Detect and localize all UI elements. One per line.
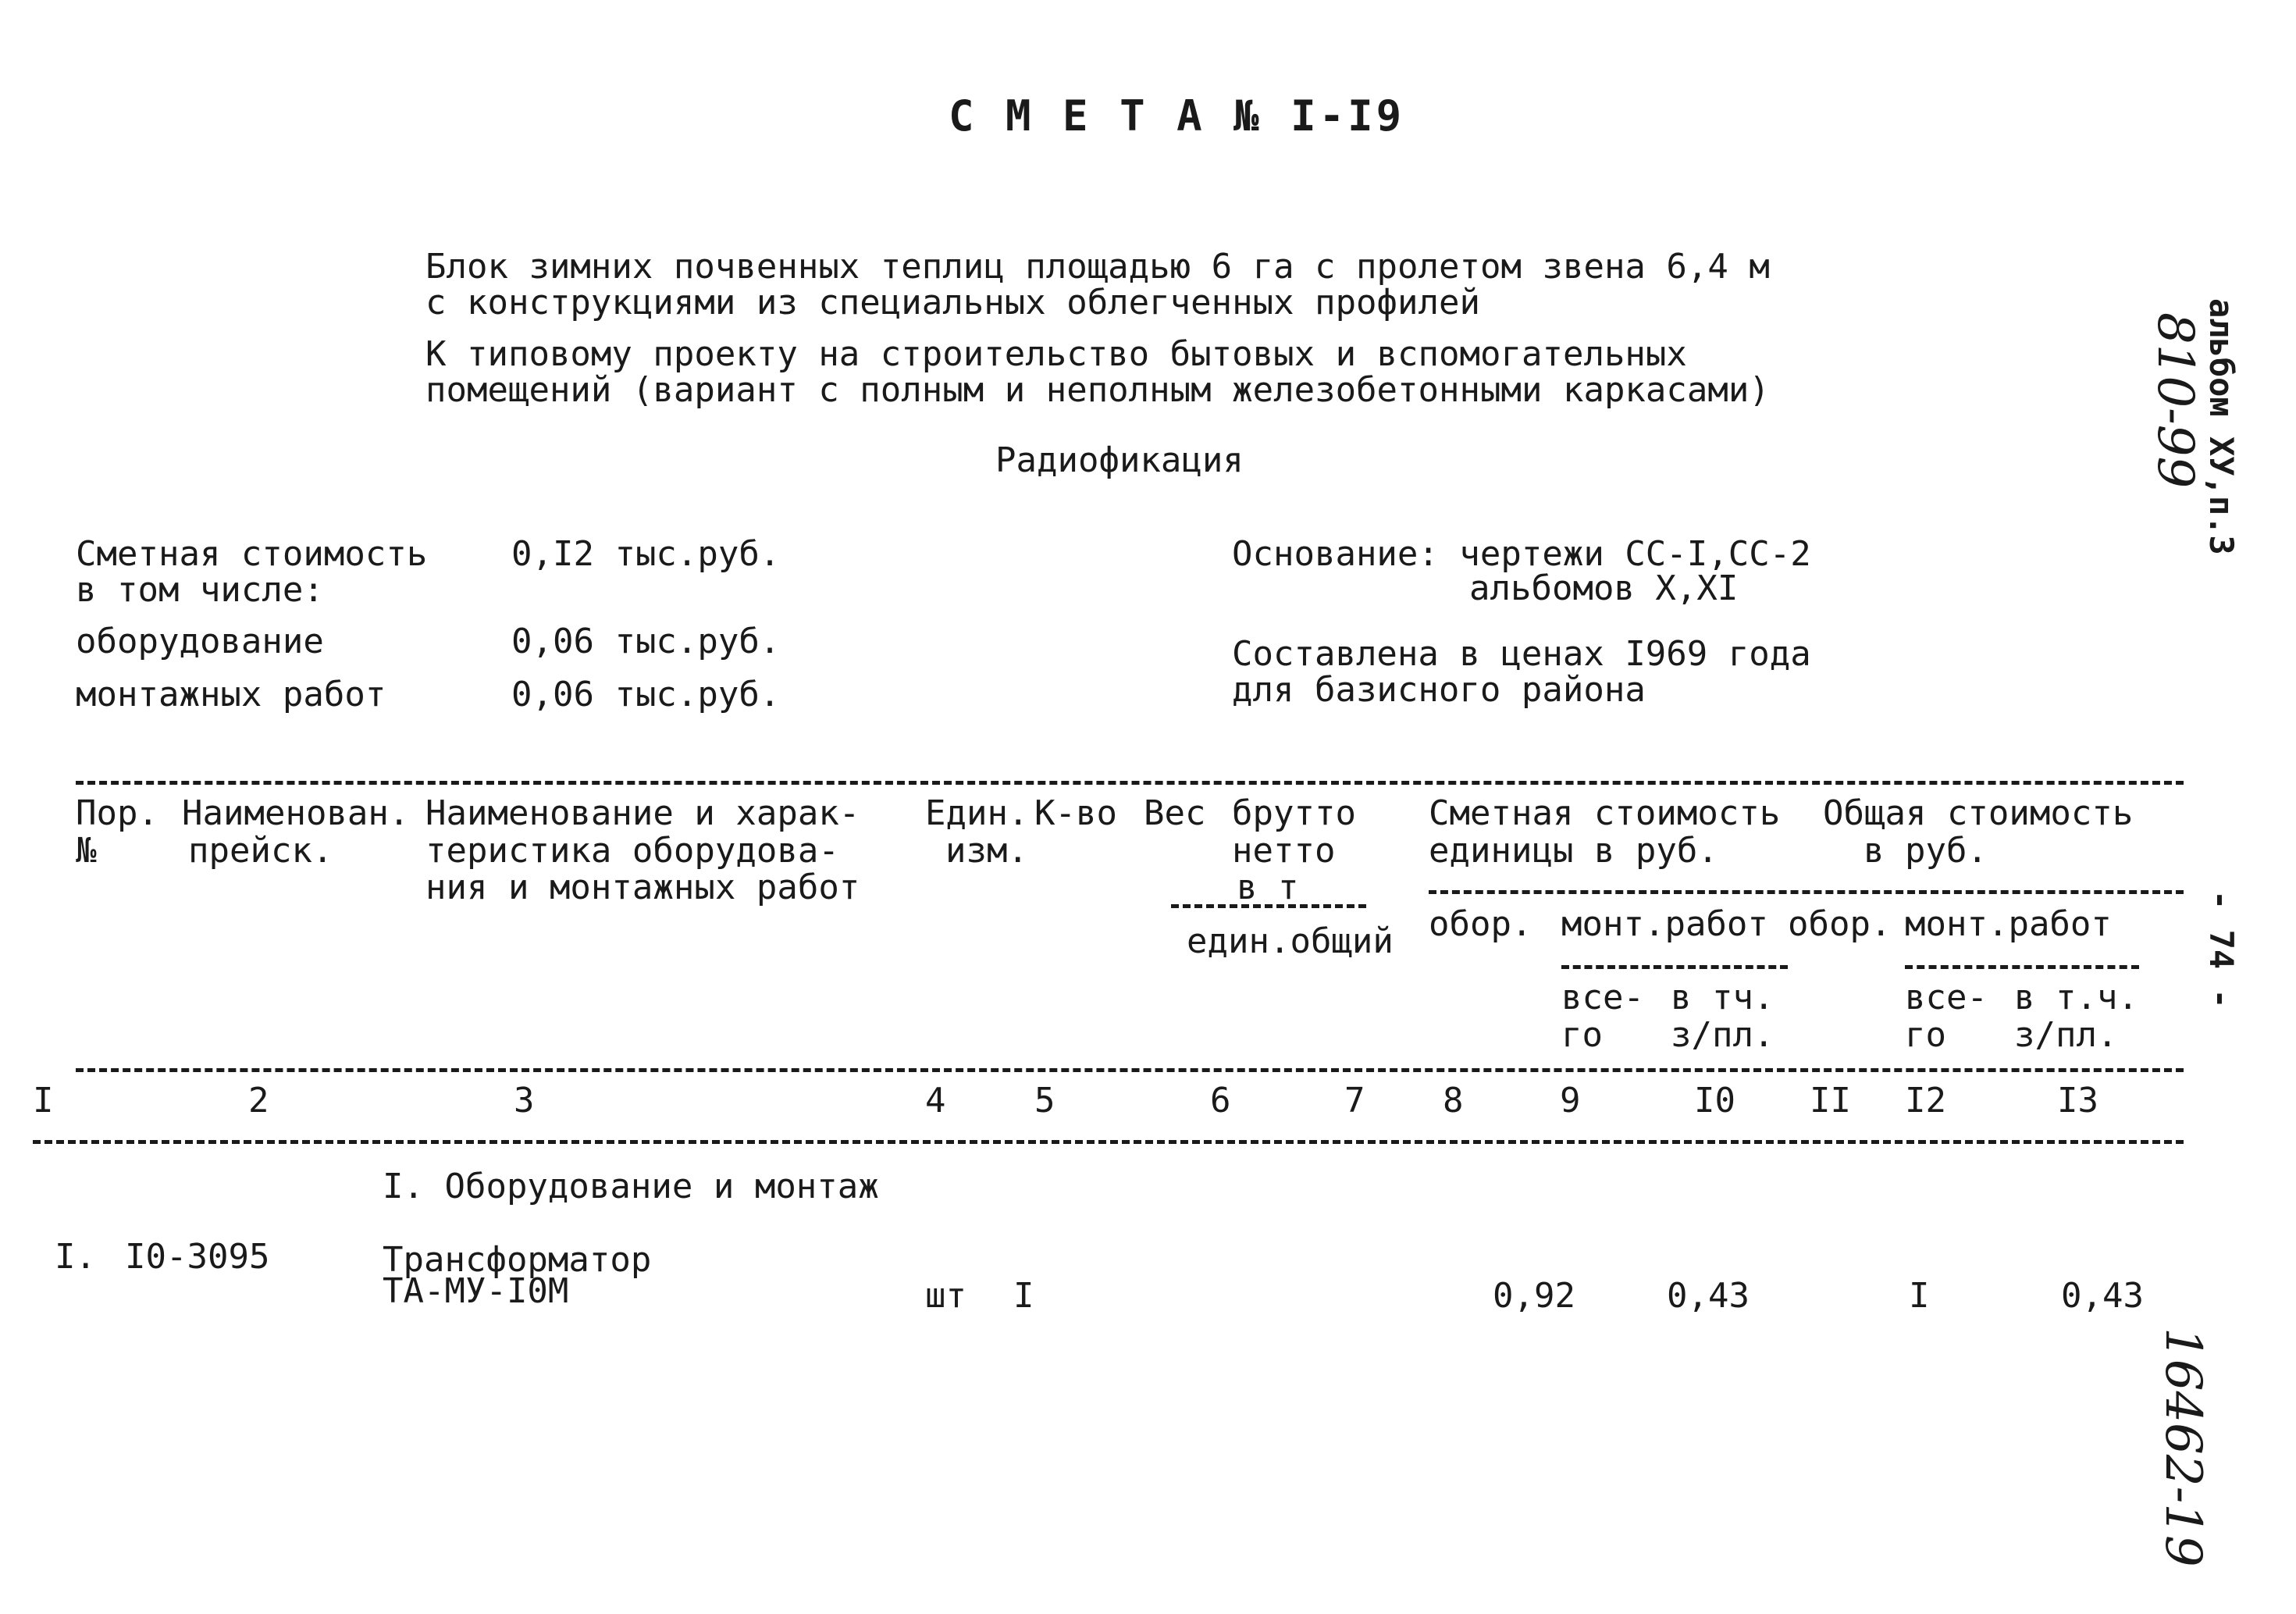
row-unit: шт bbox=[925, 1276, 966, 1316]
install-cost: 0,06 тыс.руб. bbox=[511, 675, 781, 714]
row-unit-equipment-cost: 0,92 bbox=[1493, 1276, 1575, 1316]
header-col6: Вес bbox=[1144, 793, 1206, 833]
basis-label: Основание: чертежи СС-I,СС-2 bbox=[1232, 534, 1811, 574]
col-number-7: 7 bbox=[1344, 1081, 1365, 1121]
header-obor-2: обор. bbox=[1788, 904, 1892, 944]
header-weight: брутто нетто в т bbox=[1232, 793, 1356, 908]
mont-subrule-2 bbox=[1905, 965, 2139, 969]
header-vtch-1: в тч. з/пл. bbox=[1671, 978, 1775, 1055]
col-number-11: II bbox=[1810, 1081, 1851, 1121]
cost-subheader-rule bbox=[1429, 890, 2184, 894]
col-number-5: 5 bbox=[1034, 1081, 1055, 1121]
row-unit-install-cost: 0,43 bbox=[1667, 1276, 1750, 1316]
subtitle-line-2: с конструкциями из специальных облегченных профилей bbox=[425, 283, 1481, 322]
album-reference: альбом XУ,п.3 bbox=[2202, 298, 2241, 555]
header-smet: Сметная стоимость единицы в руб. bbox=[1429, 793, 1781, 871]
group-heading: I. Оборудование и монтаж bbox=[383, 1167, 879, 1206]
col-number-2: 2 bbox=[248, 1081, 269, 1121]
row-name-line-1: Трансформатор bbox=[383, 1240, 652, 1280]
page-number: - 74 - bbox=[2202, 890, 2241, 1009]
col-number-10: I0 bbox=[1694, 1081, 1735, 1121]
equipment-label: оборудование bbox=[76, 622, 324, 661]
header-mont-2: монт.работ bbox=[1905, 904, 2112, 944]
subtitle-line-3: К типовому проекту на строительство бытовых и вспомогательных bbox=[425, 334, 1687, 374]
col-number-6: 6 bbox=[1210, 1081, 1231, 1121]
header-col5: К-во bbox=[1034, 793, 1117, 833]
row-total-equipment-cost: I bbox=[1909, 1276, 1930, 1316]
document-title: С М Е Т А № I-I9 bbox=[949, 91, 1405, 141]
col-number-3: 3 bbox=[514, 1081, 535, 1121]
header-mont-1: монт.работ bbox=[1561, 904, 1768, 944]
row-total-install-cost: 0,43 bbox=[2061, 1276, 2144, 1316]
header-col3: Наименование и харак- теристика оборудова- ния и монтажных работ bbox=[425, 793, 860, 908]
col-number-12: I2 bbox=[1905, 1081, 1946, 1121]
header-vtch-2: в т.ч. з/пл. bbox=[2014, 978, 2138, 1055]
header-vse-2: все- го bbox=[1905, 978, 1988, 1055]
col-number-4: 4 bbox=[925, 1081, 946, 1121]
col-number-8: 8 bbox=[1443, 1081, 1464, 1121]
prices-line-2: для базисного района bbox=[1232, 670, 1646, 710]
mont-subrule-1 bbox=[1561, 965, 1788, 969]
subtitle-line-4: помещений (вариант с полным и неполным железобетонными каркасами) bbox=[425, 370, 1770, 410]
header-col2: Наименован. прейск. bbox=[182, 793, 410, 871]
cost-label: Сметная стоимость bbox=[76, 534, 428, 574]
header-vse-1: все- го bbox=[1561, 978, 1644, 1055]
handwritten-number: 16462-19 bbox=[2154, 1327, 2212, 1567]
prices-line-1: Составлена в ценах I969 года bbox=[1232, 634, 1811, 674]
handwritten-code: 810-99 bbox=[2146, 312, 2204, 489]
header-col1: Пор. № bbox=[76, 793, 158, 871]
col-number-13: I3 bbox=[2057, 1081, 2098, 1121]
section-heading: Радиофикация bbox=[995, 440, 1244, 480]
row-quantity: I bbox=[1013, 1276, 1034, 1316]
basis-albums: альбомов X,XI bbox=[1469, 568, 1739, 608]
numbers-bottom-rule bbox=[33, 1140, 2184, 1144]
equipment-cost: 0,06 тыс.руб. bbox=[511, 622, 781, 661]
header-obor-1: обор. bbox=[1429, 904, 1532, 944]
header-col4: Един. изм. bbox=[925, 793, 1029, 871]
cost-label-incl: в том числе: bbox=[76, 570, 324, 610]
row-name-line-2: ТА-МУ-I0М bbox=[383, 1271, 569, 1311]
row-price-code: I0-3095 bbox=[125, 1237, 270, 1277]
header-obsh: Общая стоимость в руб. bbox=[1823, 793, 2134, 871]
install-label: монтажных работ bbox=[76, 675, 386, 714]
row-number: I. bbox=[55, 1237, 96, 1277]
header-bottom-rule bbox=[76, 1068, 2184, 1072]
col-number-1: I bbox=[33, 1081, 54, 1121]
cost-total: 0,I2 тыс.руб. bbox=[511, 534, 781, 574]
table-top-rule bbox=[76, 781, 2184, 785]
col-number-9: 9 bbox=[1560, 1081, 1581, 1121]
header-edin-obsh: един.общий bbox=[1187, 921, 1394, 961]
subtitle-line-1: Блок зимних почвенных теплиц площадью 6 га с пролетом звена 6,4 м bbox=[425, 247, 1770, 287]
